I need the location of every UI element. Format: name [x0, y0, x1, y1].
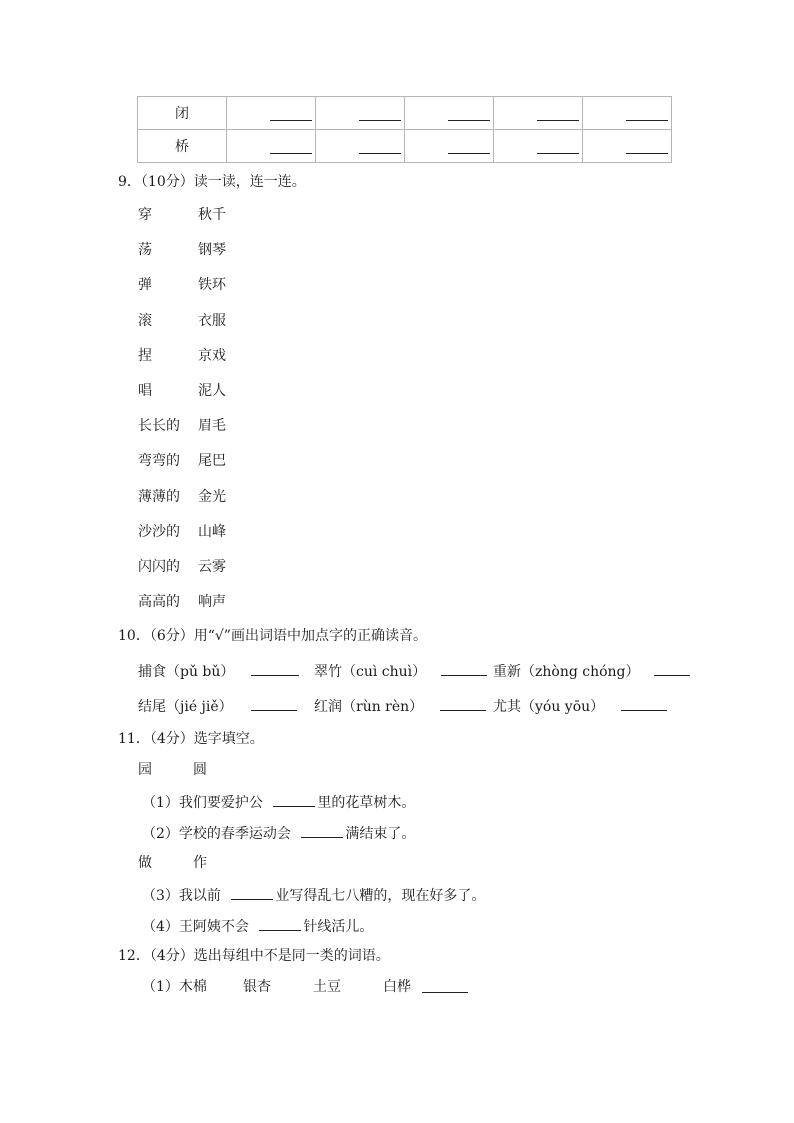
match-left-item[interactable]: 唱: [138, 383, 152, 399]
match-right-item[interactable]: 秋千: [198, 207, 226, 223]
question-9-title: 9．（10分）读一读，连一连。: [118, 174, 306, 190]
q12-word: 土豆: [313, 979, 341, 995]
q10-item-5: [314, 696, 488, 716]
q10-item-4: [138, 696, 299, 716]
match-left-item[interactable]: 穿: [138, 207, 152, 223]
char-choice-4: 作: [193, 855, 207, 871]
sentence-text: （2）学校的春季运动会: [142, 826, 291, 842]
q10-item-text: 重新（zhòng chóng）: [493, 664, 640, 680]
table-answer-cell: [227, 97, 316, 130]
match-right-item[interactable]: 京戏: [198, 348, 226, 364]
match-right-item[interactable]: 泥人: [198, 383, 226, 399]
q12-item-1-label: （1）木棉: [142, 979, 207, 995]
char-choice-2: 圆: [193, 762, 207, 778]
sentence-text: （4）王阿姨不会: [142, 919, 249, 935]
match-left-item[interactable]: 荡: [138, 242, 152, 258]
answer-blank[interactable]: [448, 120, 490, 121]
match-left-item[interactable]: 滚: [138, 313, 152, 329]
table-answer-cell: [494, 97, 583, 130]
answer-blank[interactable]: [537, 120, 579, 121]
answer-blank[interactable]: [273, 792, 315, 807]
answer-blank[interactable]: [270, 153, 312, 154]
match-left-item[interactable]: 薄薄的: [138, 489, 180, 505]
answer-blank[interactable]: [537, 153, 579, 154]
question-11-title: 11．（4分）选字填空。: [118, 731, 264, 747]
table-answer-cell: [405, 97, 494, 130]
q10-item-3: [493, 661, 692, 681]
table-character-cell: 闭: [138, 97, 227, 130]
match-right-item[interactable]: 尾巴: [198, 453, 226, 469]
table-answer-cell: [316, 130, 405, 163]
match-right-item[interactable]: 衣服: [198, 313, 226, 329]
answer-blank[interactable]: [448, 153, 490, 154]
sentence-text: （3）我以前: [142, 888, 221, 904]
match-left-item[interactable]: 捏: [138, 348, 152, 364]
sentence-text: 里的花草树木。: [317, 795, 416, 811]
table-character-cell: 桥: [138, 130, 227, 163]
character-table: [137, 96, 672, 163]
q10-item-1: [138, 661, 301, 681]
match-right-item[interactable]: 云雾: [198, 559, 226, 575]
answer-blank[interactable]: [301, 823, 343, 838]
q12-word: 白桦: [383, 979, 411, 995]
answer-blank[interactable]: [359, 153, 401, 154]
match-left-item[interactable]: 闪闪的: [138, 559, 180, 575]
match-left-item[interactable]: 沙沙的: [138, 524, 180, 540]
answer-blank[interactable]: [259, 916, 301, 931]
q11-sentence-1: [142, 792, 415, 812]
q10-item-text: 尤其（yóu yōu）: [493, 699, 605, 715]
q10-item-text: 翠竹（cuì chuì）: [314, 664, 427, 680]
answer-blank[interactable]: [270, 120, 312, 121]
match-right-item[interactable]: 山峰: [198, 524, 226, 540]
match-right-item[interactable]: 铁环: [198, 277, 226, 293]
q10-item-2: [314, 661, 489, 681]
match-left-item[interactable]: 长长的: [138, 418, 180, 434]
q11-sentence-4: [142, 916, 373, 936]
answer-blank[interactable]: [441, 661, 487, 676]
q11-sentence-3: [142, 885, 485, 905]
match-right-item[interactable]: 响声: [198, 594, 226, 610]
table-row: [138, 130, 672, 163]
answer-blank[interactable]: [626, 120, 668, 121]
q11-sentence-2: [142, 823, 415, 843]
sentence-text: 针线活儿。: [303, 919, 374, 935]
match-left-item[interactable]: 弹: [138, 277, 152, 293]
table-answer-cell: [583, 97, 672, 130]
answer-blank[interactable]: [621, 696, 667, 711]
table-answer-cell: [494, 130, 583, 163]
match-right-item[interactable]: 眉毛: [198, 418, 226, 434]
answer-blank[interactable]: [359, 120, 401, 121]
q10-item-text: 结尾（jié jiě）: [138, 699, 233, 715]
sentence-text: （1）我们要爱护公: [142, 795, 263, 811]
char-choice-3: 做: [138, 855, 152, 871]
table-answer-cell: [405, 130, 494, 163]
table-row: [138, 97, 672, 130]
q12-word: 银杏: [243, 979, 271, 995]
q12-answer-row: [420, 978, 470, 998]
table-answer-cell: [316, 97, 405, 130]
answer-blank[interactable]: [626, 153, 668, 154]
answer-blank[interactable]: [251, 696, 297, 711]
sentence-text: 满结束了。: [345, 826, 416, 842]
match-right-item[interactable]: 钢琴: [198, 242, 226, 258]
q10-item-text: 捕食（pǔ bǔ）: [138, 664, 235, 680]
match-left-item[interactable]: 高高的: [138, 594, 180, 610]
sentence-text: 业写得乱七八糟的，现在好多了。: [275, 888, 486, 904]
q10-item-text: 红润（rùn rèn）: [314, 699, 424, 715]
question-12-title: 12．（4分）选出每组中不是同一类的词语。: [118, 948, 390, 964]
answer-blank[interactable]: [440, 696, 486, 711]
q10-item-6: [493, 696, 669, 716]
table-answer-cell: [227, 130, 316, 163]
table-answer-cell: [583, 130, 672, 163]
question-10-title: 10．（6分）用“√”画出词语中加点字的正确读音。: [118, 628, 427, 644]
char-choice-1: 园: [138, 762, 152, 778]
answer-blank[interactable]: [422, 978, 468, 993]
match-left-item[interactable]: 弯弯的: [138, 453, 180, 469]
answer-blank[interactable]: [654, 661, 690, 676]
answer-blank[interactable]: [251, 661, 299, 676]
match-right-item[interactable]: 金光: [198, 489, 226, 505]
answer-blank[interactable]: [231, 885, 273, 900]
